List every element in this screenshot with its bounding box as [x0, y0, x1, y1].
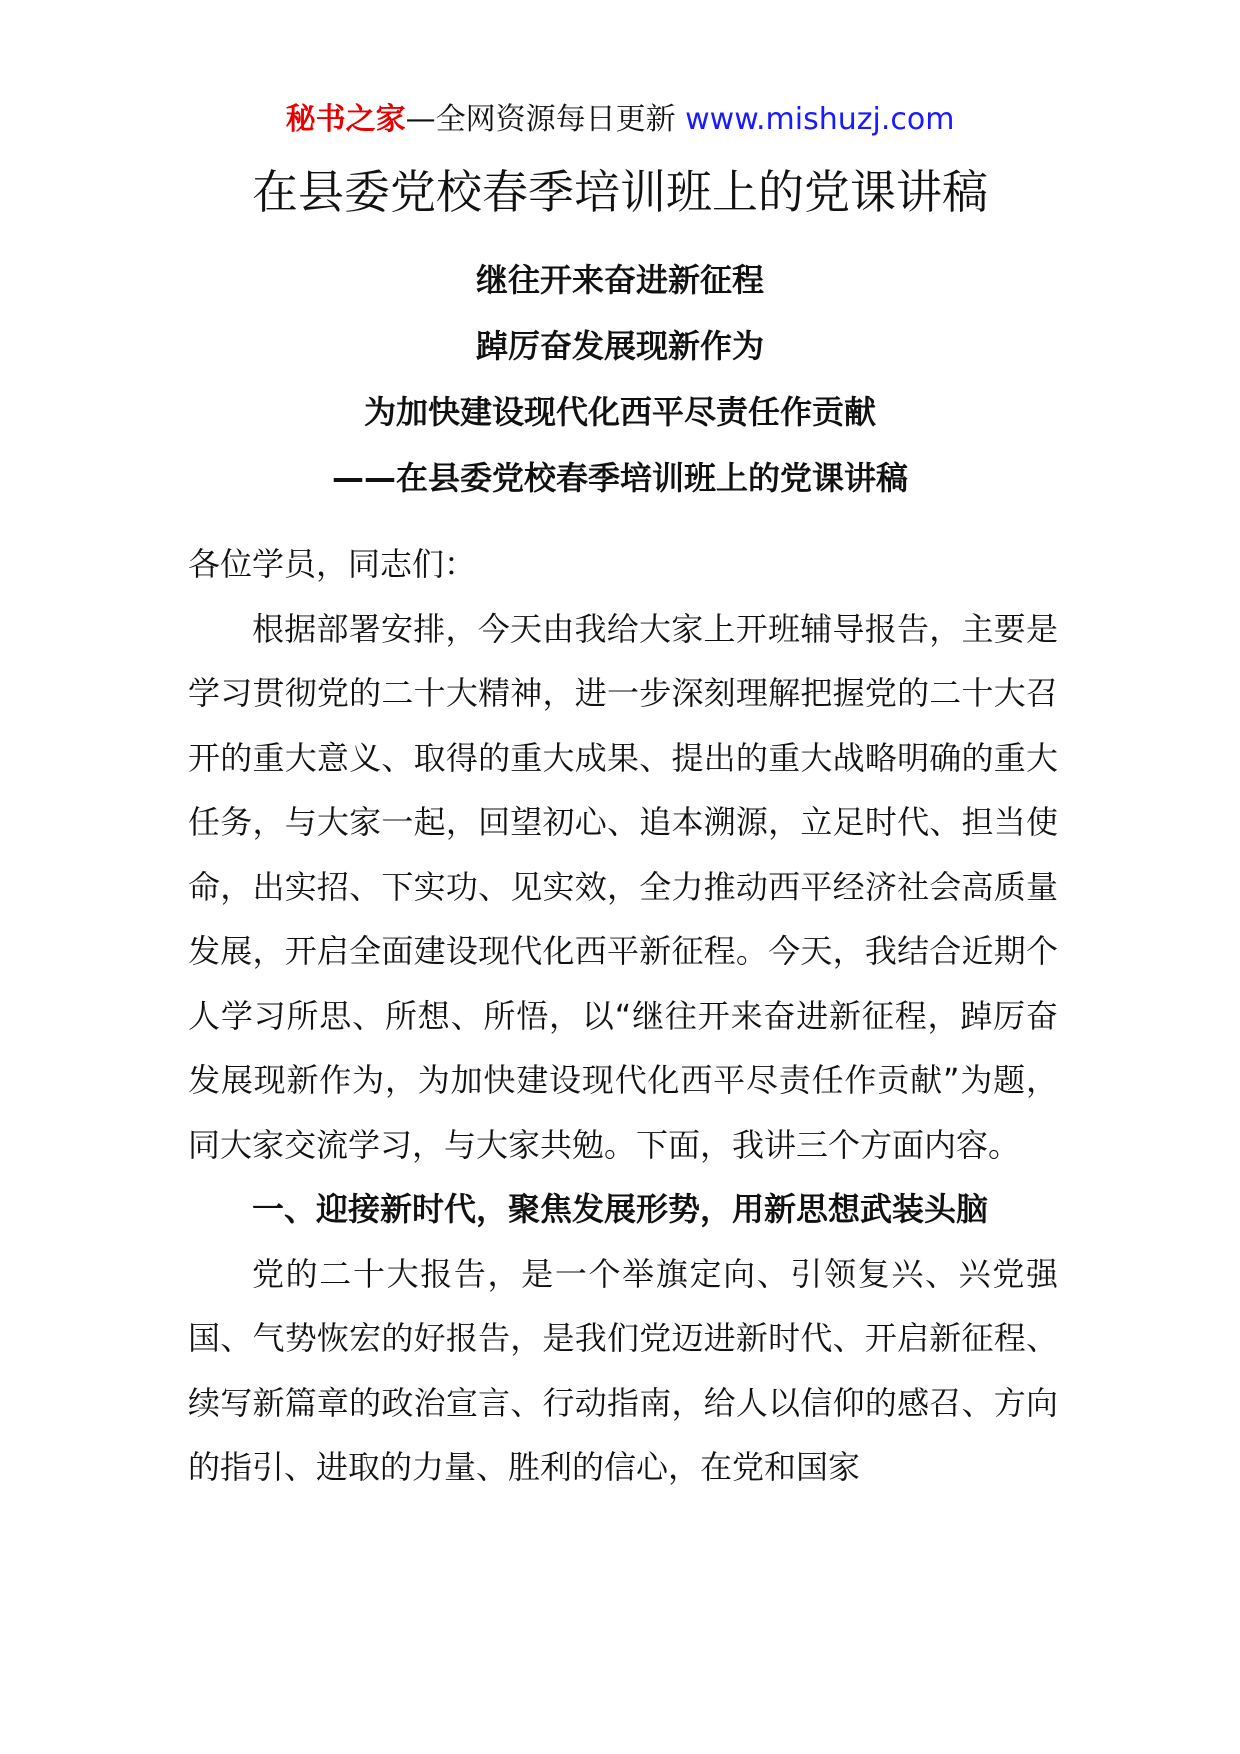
document-title: 在县委党校春季培训班上的党课讲稿 [252, 165, 988, 219]
paragraph-intro: 根据部署安排，今天由我给大家上开班辅导报告，主要是学习贯彻党的二十大精神，进一步深刻理解把握党的二十大召开的重大意义、取得的重大成果、提出的重大战略明确的重大任务，与大家一起，回望初心、追本溯源，立足时代、担当使命，出实招、下实功、见实效，全力推动西平经济社会高质量发展，开启全面建设现代化西平新征程。今天，我结合近期个人学习所思、所想、所悟，以“继往开来奋进新征程，踔厉奋发展现新作为，为加快建设现代化西平尽责任作贡献”为题，同大家交流学习，与大家共勉。下面，我讲三个方面内容。 [188, 609, 1058, 1164]
subtitle-line-2: 踔厉奋发展现新作为 [475, 327, 764, 365]
greeting: 各位学员，同志们： [188, 545, 477, 583]
site-banner [0, 100, 1240, 140]
paragraph-section-1: 党的二十大报告，是一个举旗定向、引领复兴、兴党强国、气势恢宏的好报告，是我们党迈进新时代、开启新征程、续写新篇章的政治宣言、行动指南，给人以信仰的感召、方向的指引、进取的力量、胜利的信心，在党和国家 [188, 1254, 1058, 1486]
subtitle-line-1: 继往开来奋进新征程 [475, 261, 764, 299]
banner-url-link[interactable]: www.mishuzj.com [685, 102, 955, 137]
banner-brand: 秘书之家 [285, 102, 406, 137]
subtitle-block [0, 258, 1240, 522]
section-heading-1: 一、迎接新时代，聚焦发展形势，用新思想武装头脑 [252, 1190, 989, 1228]
banner-tagline: —全网资源每日更新 [405, 102, 676, 137]
subtitle-line-3: 为加快建设现代化西平尽责任作贡献 [363, 393, 876, 431]
document-body [188, 532, 1058, 1500]
subtitle-line-4: ——在县委党校春季培训班上的党课讲稿 [331, 459, 908, 497]
